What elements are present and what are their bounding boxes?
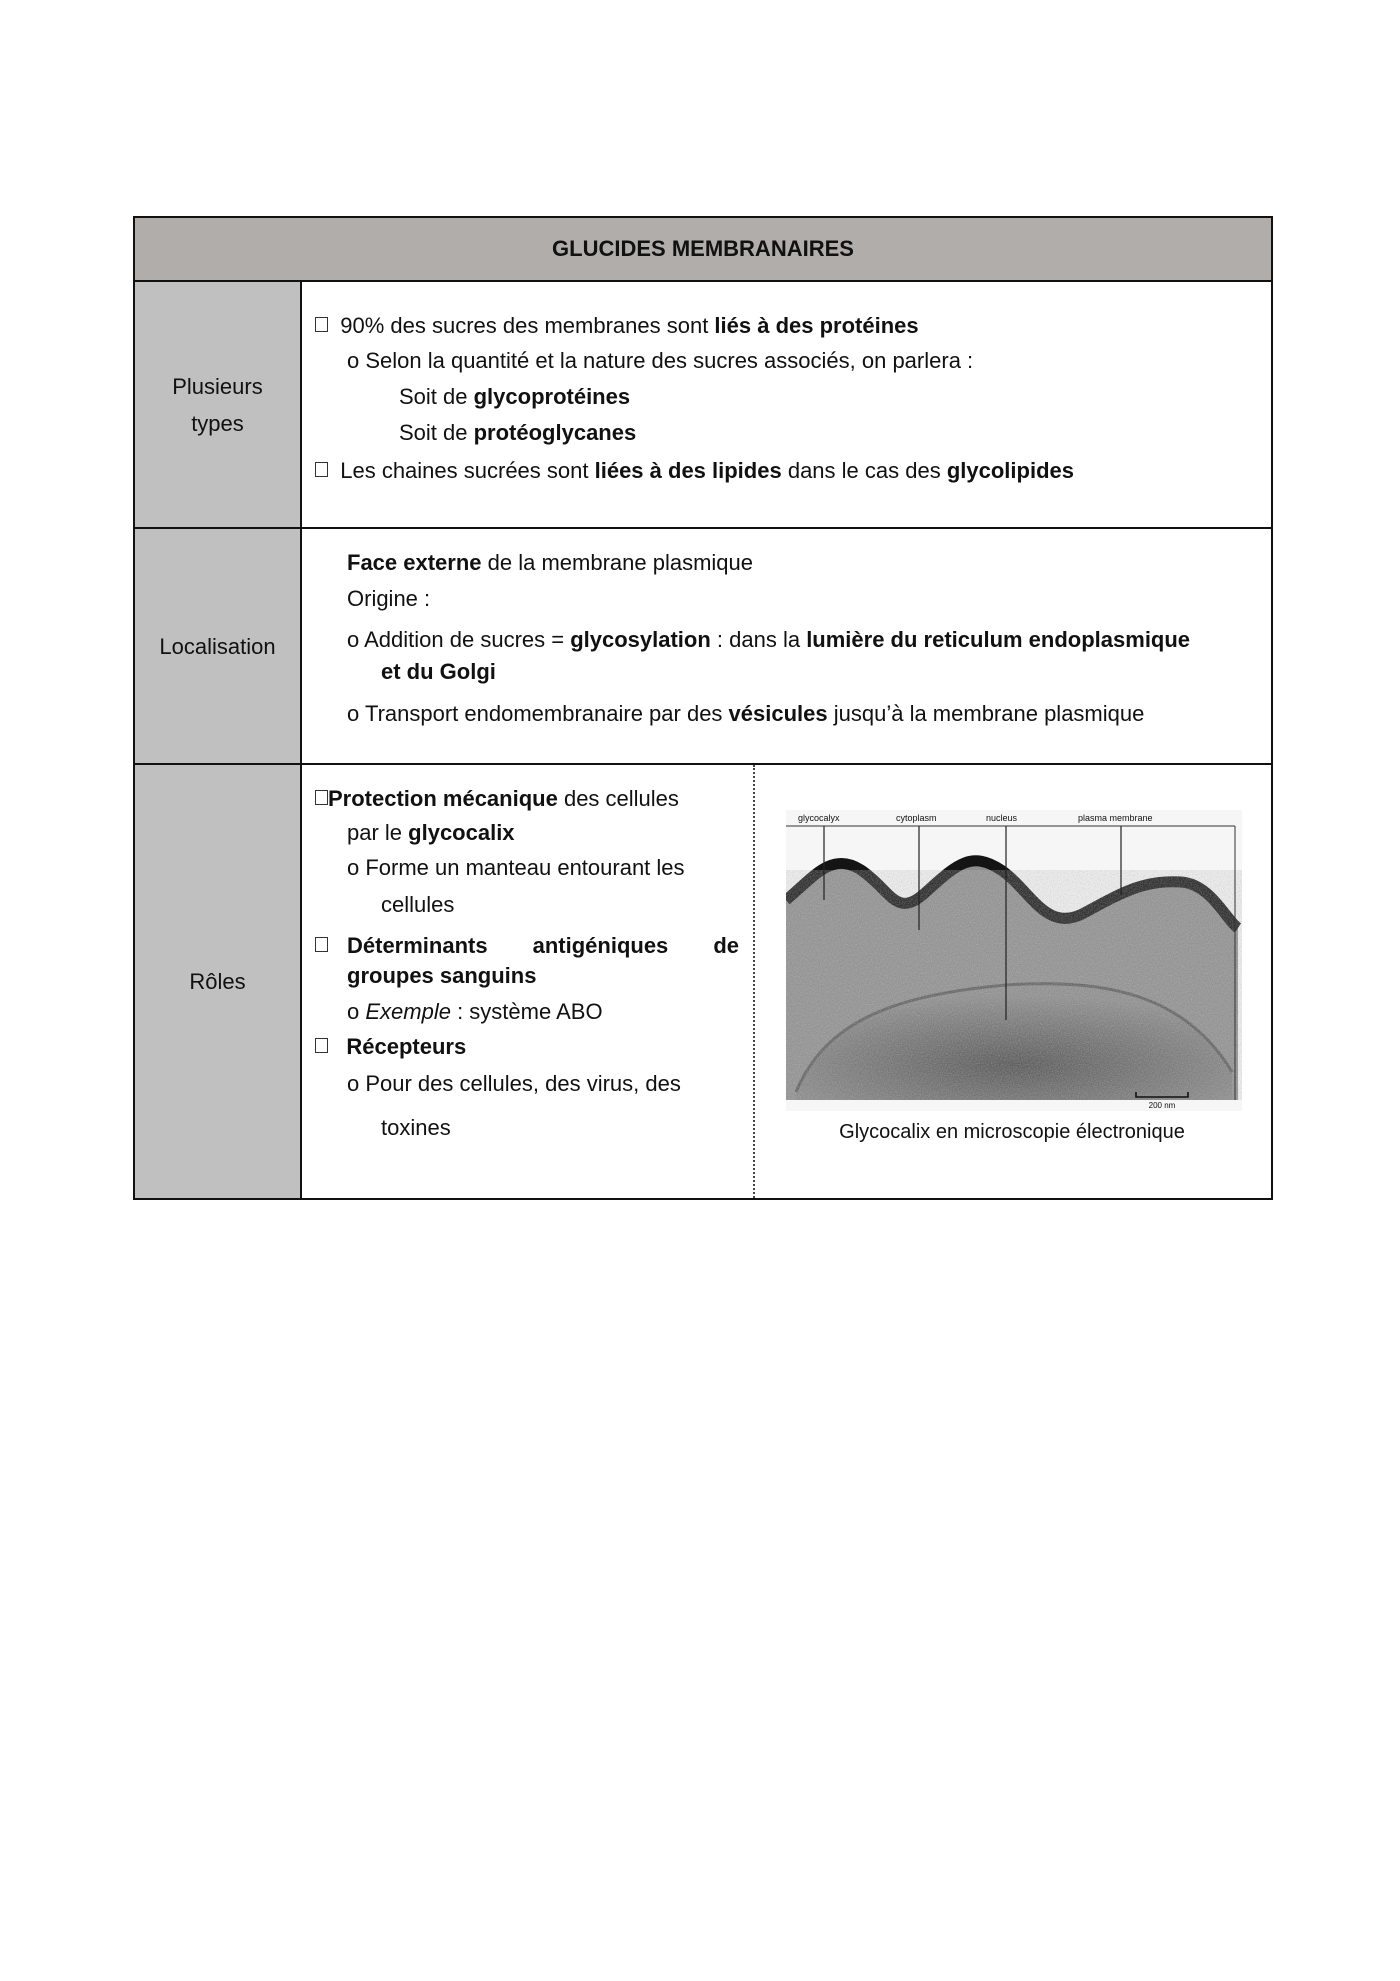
types-content (302, 282, 1271, 527)
localisation-content (302, 529, 1271, 763)
types-line-4: Soit de protéoglycanes (399, 420, 637, 445)
types-line-3: Soit de glycoprotéines (399, 384, 631, 409)
glucides-table (133, 216, 1273, 1200)
figure-caption: Glycocalix en microscopie électronique (839, 1121, 1185, 1143)
row-types (135, 282, 1271, 529)
row-label-types (135, 282, 302, 527)
types-line-1: 90% des sucres des membranes sont liés à des protéines (315, 311, 919, 341)
loc-line-3: o Addition de sucres = glycosylation : dans la lumière du reticulum endoplasmique (347, 627, 1191, 652)
roles-line-5-words: Déterminants antigéniques de (347, 933, 739, 958)
roles-content (302, 765, 1271, 1198)
row-label-roles: Rôles (135, 765, 302, 1198)
figure-label-glycocalyx: glycocalyx (798, 813, 840, 823)
glycocalyx-micrograph (786, 810, 1242, 1111)
figure-label-plasma-membrane: plasma membrane (1078, 813, 1153, 823)
figure-label-cytoplasm: cytoplasm (896, 813, 937, 823)
figure-label-nucleus: nucleus (986, 813, 1018, 823)
loc-line-5: o Transport endomembranaire par des vésicules jusqu’à la membrane plasmique (347, 701, 1145, 726)
checkbox-icon (315, 790, 328, 805)
roles-line-9: o Pour des cellules, des virus, des (347, 1071, 681, 1096)
checkbox-icon (315, 462, 328, 477)
label-types-line1: Plusieurs (172, 373, 263, 399)
row-roles (135, 765, 1271, 1198)
loc-line-4: et du Golgi (381, 659, 496, 684)
roles-line-6: groupes sanguins (347, 963, 537, 988)
roles-line-5 (315, 931, 328, 961)
row-label-localisation: Localisation (135, 529, 302, 763)
roles-line-10: toxines (381, 1115, 451, 1140)
loc-line-2: Origine : (347, 586, 431, 611)
roles-line-8: Récepteurs (315, 1032, 466, 1062)
roles-line-2: par le glycocalix (347, 820, 515, 845)
roles-line-3: o Forme un manteau entourant les (347, 855, 685, 880)
roles-line-4: cellules (381, 892, 455, 917)
table-title: GLUCIDES MEMBRANAIRES (135, 218, 1271, 282)
label-types-line2: types (191, 410, 244, 436)
types-line-2: o Selon la quantité et la nature des sucres associés, on parlera : (347, 348, 974, 373)
roles-line-1: Protection mécanique des cellules (315, 784, 679, 814)
types-line-5: Les chaines sucrées sont liées à des lipides dans le cas des glycolipides (315, 456, 1074, 486)
checkbox-icon (315, 937, 328, 952)
row-localisation (135, 529, 1271, 765)
figure-scale-bar: 200 nm (1148, 1101, 1176, 1110)
loc-line-1: Face externe de la membrane plasmique (347, 550, 754, 575)
roles-line-7: o Exemple : système ABO (347, 999, 603, 1024)
checkbox-icon (315, 317, 328, 332)
checkbox-icon (315, 1038, 328, 1053)
